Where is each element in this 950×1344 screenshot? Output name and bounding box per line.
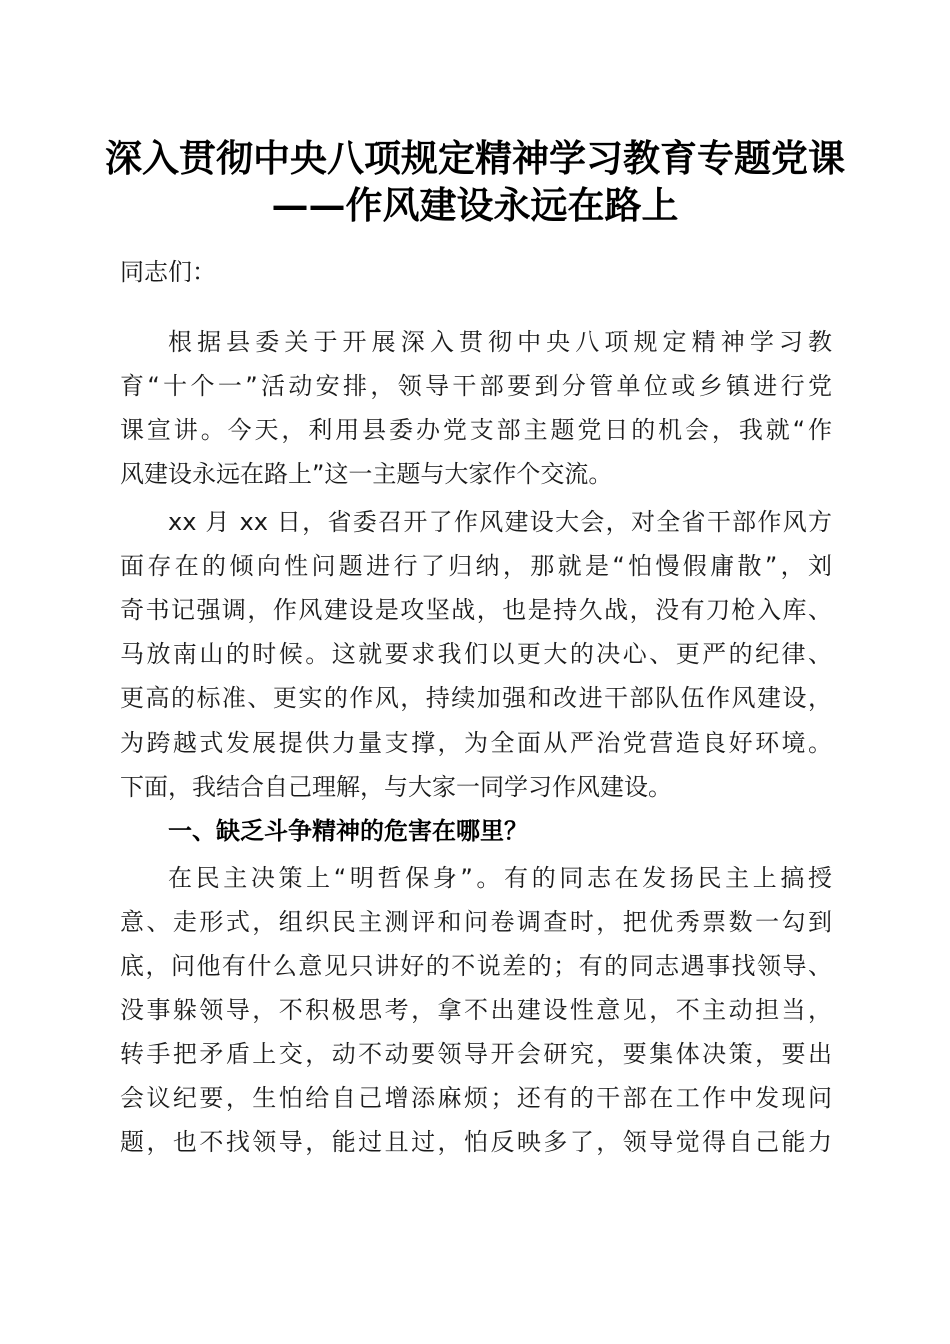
paragraph-2-line: 面存在的倾向性问题进行了归纳，那就是“怕慢假庸散”，刘	[120, 552, 832, 580]
paragraph-2-line: 马放南山的时候。这就要求我们以更大的决心、更严的纪律、	[120, 640, 832, 668]
paragraph-3-line: 意、走形式，组织民主测评和问卷调查时，把优秀票数一勾到	[120, 908, 832, 936]
document-subtitle: ——作风建设永远在路上	[271, 183, 679, 227]
section-heading-1: 一、缺乏斗争精神的危害在哪里？	[168, 817, 528, 845]
salutation: 同志们：	[120, 258, 216, 286]
document-title: 深入贯彻中央八项规定精神学习教育专题党课	[105, 136, 845, 180]
paragraph-1-line: 根据县委关于开展深入贯彻中央八项规定精神学习教	[168, 328, 832, 356]
paragraph-2-line: 为跨越式发展提供力量支撑，为全面从严治党营造良好环境。	[120, 729, 832, 757]
paragraph-2-line: 下面，我结合自己理解，与大家一同学习作风建设。	[120, 773, 672, 801]
paragraph-3-line: 没事躲领导，不积极思考，拿不出建设性意见，不主动担当，	[120, 996, 832, 1024]
paragraph-2-line: 奇书记强调，作风建设是攻坚战，也是持久战，没有刀枪入库、	[120, 596, 832, 624]
paragraph-3-line: 会议纪要，生怕给自己增添麻烦；还有的干部在工作中发现问	[120, 1084, 832, 1112]
paragraph-1-line: 风建设永远在路上”这一主题与大家作个交流。	[120, 460, 613, 488]
paragraph-3-line: 题，也不找领导，能过且过，怕反映多了，领导觉得自己能力	[120, 1128, 832, 1156]
paragraph-3-line: 底，问他有什么意见只讲好的不说差的；有的同志遇事找领导、	[120, 952, 832, 980]
paragraph-3-line: 转手把矛盾上交，动不动要领导开会研究，要集体决策，要出	[120, 1040, 832, 1068]
paragraph-1-line: 课宣讲。今天，利用县委办党支部主题党日的机会，我就“作	[120, 416, 832, 444]
paragraph-2-line: 更高的标准、更实的作风，持续加强和改进干部队伍作风建设，	[120, 684, 832, 712]
paragraph-1-line: 育“十个一”活动安排，领导干部要到分管单位或乡镇进行党	[120, 372, 832, 400]
paragraph-3-line: 在民主决策上“明哲保身”。有的同志在发扬民主上搞授	[168, 864, 832, 892]
paragraph-2-line: xx 月 xx 日，省委召开了作风建设大会，对全省干部作风方	[168, 508, 832, 536]
